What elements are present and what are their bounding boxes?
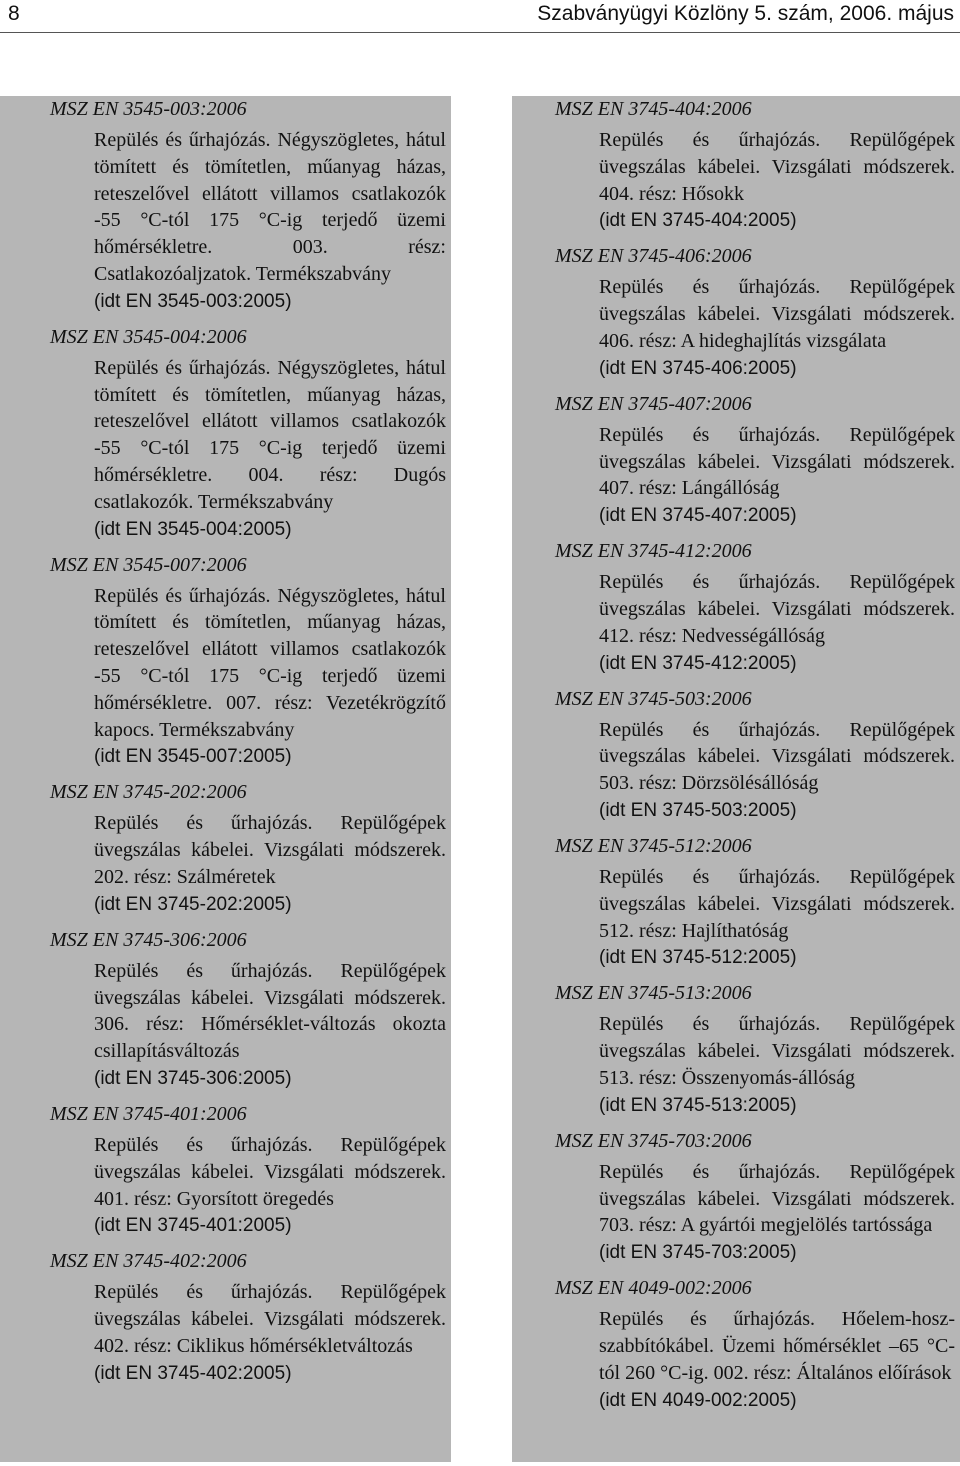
left-column [0, 96, 451, 1462]
running-title: Szabványügyi Közlöny 5. szám, 2006. május [537, 2, 954, 25]
standard-description: Repülés és űrhajózás. Négyszögletes, hátul tömített és tömítetlen, műanyag házas, reteszelővel ellátott villamos csatlakozók -55 °C-tól 175 °C-ig terjedő üzemi hőmérsékletre. 007. rész: Vezetékrögzítő kapocs. Termékszabvány [94, 584, 446, 741]
standard-description: Repülés és űrhajózás. Repülőgépek üvegszálas kábelei. Vizsgálati módszerek. 412. rész: Nedvességállóság [599, 571, 955, 647]
standard-entry [50, 96, 446, 320]
standard-reference: (idt EN 3545-003:2005) [94, 290, 292, 312]
standard-entry [555, 96, 955, 239]
standard-code: MSZ EN 3745-402:2006 [50, 1250, 247, 1273]
standard-description: Repülés és űrhajózás. Repülőgépek üvegszálas kábelei. Vizsgálati módszerek. 407. rész: Lángállóság [599, 423, 955, 500]
standard-code: MSZ EN 3745-512:2006 [555, 834, 752, 857]
standard-entry [50, 927, 446, 1097]
page-number: 8 [8, 2, 20, 25]
standard-reference: (idt EN 3745-406:2005) [599, 357, 797, 379]
standard-reference: (idt EN 3745-306:2005) [94, 1067, 292, 1089]
standard-reference: (idt EN 3745-202:2005) [94, 893, 292, 915]
standard-entry [50, 324, 446, 548]
standard-reference: (idt EN 3745-402:2005) [94, 1362, 292, 1384]
standard-entry [50, 552, 446, 776]
standard-description: Repülés és űrhajózás. Hőelem-hoszszabbítókábel. Üzemi hőmérséklet –65 °C-tól 260 °C-ig. 002. rész: Általános előírások [599, 1308, 955, 1384]
standard-code: MSZ EN 4049-002:2006 [555, 1277, 752, 1300]
standard-reference: (idt EN 3545-007:2005) [94, 746, 292, 768]
standard-description: Repülés és űrhajózás. Repülőgépek üvegszálas kábelei. Vizsgálati módszerek. 401. rész: Gyorsított öregedés [94, 1133, 446, 1210]
standard-entry [555, 980, 955, 1123]
standard-description: Repülés és űrhajózás. Repülőgépek üvegszálas kábelei. Vizsgálati módszerek. 404. rész: Hősokk [599, 129, 955, 205]
standard-code: MSZ EN 3745-401:2006 [50, 1102, 247, 1125]
standard-entry [555, 833, 955, 976]
standard-reference: (idt EN 3745-503:2005) [599, 799, 797, 821]
header-rule [0, 32, 960, 33]
standard-description: Repülés és űrhajózás. Négyszögletes, hátul tömített és tömítetlen, műanyag házas, reteszelővel ellátott villamos csatlakozók -55 °C-tól 175 °C-ig terjedő üzemi hőmérsékletre. 004. rész: Dugós csatlakozók. Termékszabvány [94, 356, 446, 513]
standard-reference: (idt EN 3745-407:2005) [599, 505, 797, 527]
standard-reference: (idt EN 3745-412:2005) [599, 652, 797, 674]
standard-code: MSZ EN 3745-404:2006 [555, 98, 752, 120]
standard-entry [555, 538, 955, 681]
standard-reference: (idt EN 4049-002:2005) [599, 1389, 797, 1411]
standard-code: MSZ EN 3745-306:2006 [50, 928, 247, 951]
standard-code: MSZ EN 3545-007:2006 [50, 553, 247, 576]
standard-reference: (idt EN 3745-703:2005) [599, 1242, 797, 1264]
standard-description: Repülés és űrhajózás. Repülőgépek üvegszálas kábelei. Vizsgálati módszerek. 306. rész: Hőmérséklet-változás okozta csillapításváltozás [94, 959, 446, 1063]
standard-code: MSZ EN 3745-513:2006 [555, 982, 752, 1005]
standard-description: Repülés és űrhajózás. Repülőgépek üvegszálas kábelei. Vizsgálati módszerek. 402. rész: Ciklikus hőmérsékletváltozás [94, 1281, 446, 1357]
standard-reference: (idt EN 3545-004:2005) [94, 518, 292, 540]
standard-description: Repülés és űrhajózás. Repülőgépek üvegszálas kábelei. Vizsgálati módszerek. 202. rész: Szálméretek [94, 812, 446, 888]
standard-entry [50, 1101, 446, 1244]
standard-code: MSZ EN 3545-004:2006 [50, 325, 247, 348]
standard-code: MSZ EN 3745-407:2006 [555, 392, 752, 415]
standard-entry [555, 391, 955, 534]
standard-description: Repülés és űrhajózás. Repülőgépek üvegszálas kábelei. Vizsgálati módszerek. 703. rész: A gyártói megjelölés tartóssága [599, 1160, 955, 1237]
standard-code: MSZ EN 3745-412:2006 [555, 540, 752, 563]
standard-description: Repülés és űrhajózás. Repülőgépek üvegszálas kábelei. Vizsgálati módszerek. 512. rész: Hajlíthatóság [599, 865, 955, 942]
standard-code: MSZ EN 3745-202:2006 [50, 781, 247, 804]
right-column [512, 96, 960, 1462]
standard-code: MSZ EN 3745-406:2006 [555, 245, 752, 268]
standard-description: Repülés és űrhajózás. Repülőgépek üvegszálas kábelei. Vizsgálati módszerek. 513. rész: Összenyomás-állóság [599, 1013, 955, 1089]
standard-entry [50, 779, 446, 922]
standard-reference: (idt EN 3745-404:2005) [599, 210, 797, 232]
standard-entry [555, 686, 955, 829]
standard-reference: (idt EN 3745-512:2005) [599, 947, 797, 969]
standard-entry [555, 1128, 955, 1271]
standard-reference: (idt EN 3745-513:2005) [599, 1094, 797, 1116]
standard-code: MSZ EN 3745-703:2006 [555, 1129, 752, 1152]
standard-code: MSZ EN 3745-503:2006 [555, 687, 752, 710]
standard-description: Repülés és űrhajózás. Repülőgépek üvegszálas kábelei. Vizsgálati módszerek. 406. rész: A hideghajlítás vizsgálata [599, 276, 955, 352]
standard-code: MSZ EN 3545-003:2006 [50, 98, 247, 120]
standard-entry [50, 1248, 446, 1391]
page-header [0, 0, 960, 34]
standard-description: Repülés és űrhajózás. Négyszögletes, hátul tömített és tömítetlen, műanyag házas, reteszelővel ellátott villamos csatlakozók -55 °C-tól 175 °C-ig terjedő üzemi hőmérsékletre. 003. rész: Csatlakozóaljzatok. Termékszabvány [94, 129, 446, 285]
standard-reference: (idt EN 3745-401:2005) [94, 1215, 292, 1237]
standard-entry [555, 1275, 955, 1418]
standard-description: Repülés és űrhajózás. Repülőgépek üvegszálas kábelei. Vizsgálati módszerek. 503. rész: Dörzsölésállóság [599, 718, 955, 795]
standard-entry [555, 243, 955, 386]
